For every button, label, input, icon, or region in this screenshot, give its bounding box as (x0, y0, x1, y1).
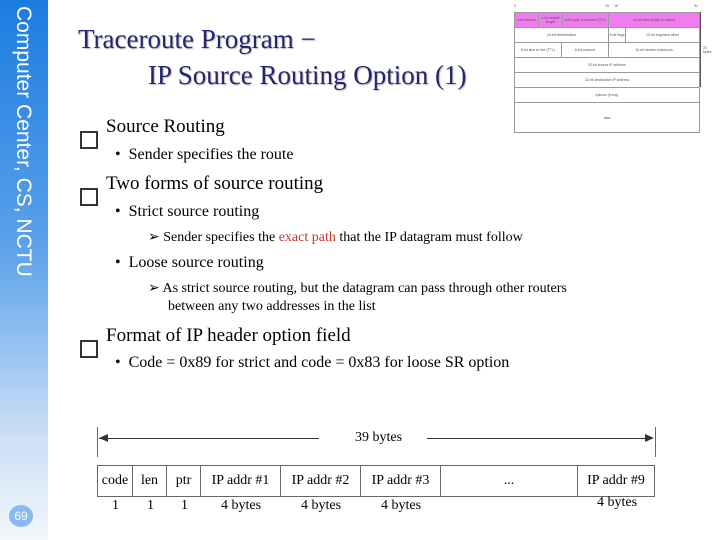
field: options (if any) (595, 93, 619, 97)
field: 8-bit protocol (562, 43, 609, 57)
highlight-text: exact path (278, 230, 336, 245)
text: Sender specifies the (163, 230, 279, 245)
field: 4-bit header length (539, 13, 563, 27)
field: 32-bit source IP address (588, 63, 626, 67)
field: 4-bit version (515, 13, 539, 27)
arrow-left (99, 438, 319, 439)
total-size: 39 bytes (355, 430, 403, 445)
cell-code: code (98, 466, 133, 496)
sub-bullet: • Code = 0x89 for strict and code = 0x83 for loose SR option (115, 354, 510, 371)
slide-title-line2: IP Source Routing Option (1) (148, 60, 467, 90)
sub-sub-bullet: ➢ As strict source routing, but the datagram can pass through other routers (148, 281, 567, 296)
sub-sub-bullet-cont: between any two addresses in the list (168, 299, 376, 314)
size: 1 (112, 498, 119, 513)
field: 16-bit total length (in bytes) (632, 18, 676, 22)
cell-ip9: IP addr #9 (587, 473, 645, 488)
bit-label: 0 (514, 4, 516, 8)
slide-title-line1: Traceroute Program − (78, 24, 316, 54)
cell-ip3: IP addr #3 (361, 466, 441, 496)
field: data (603, 115, 611, 120)
sub-bullet: • Loose source routing (115, 254, 264, 271)
cell-ip1: IP addr #1 (201, 466, 281, 496)
sub-bullet: • Sender specifies the route (115, 146, 294, 163)
bullet-two-forms: q Two forms of source routing (80, 173, 323, 206)
field: 8-bit type of service (TOS) (563, 13, 609, 27)
field: 13-bit fragment offset (645, 33, 679, 37)
text: As strict source routing, but the datagram can pass through other routers (162, 281, 567, 296)
sidebar (0, 0, 48, 540)
sub-bullet: • Strict source routing (115, 203, 260, 220)
sidebar-label: Computer Center, CS, NCTU (12, 6, 35, 277)
bullet-source-routing: q Source Routing (80, 116, 225, 149)
text: Code = 0x89 for strict and code = 0x83 for loose SR option (128, 354, 510, 371)
arrow-right (427, 438, 647, 439)
text: Loose source routing (128, 254, 264, 271)
bit-label: 31 (694, 4, 698, 8)
size: 1 (147, 498, 154, 513)
ip-header-diagram (514, 4, 714, 134)
sub-sub-bullet: ➢ Sender specifies the exact path that the IP datagram must follow (148, 230, 523, 245)
field: 3-bit flags (609, 28, 626, 42)
bit-label: 15 (605, 4, 609, 8)
cell-ip2: IP addr #2 (281, 466, 361, 496)
cell-ptr: ptr (167, 466, 201, 496)
size: 4 bytes (221, 498, 262, 513)
field: 8-bit time to live (TTL) (515, 43, 562, 57)
text: that the IP datagram must follow (335, 230, 523, 245)
size: 1 (181, 498, 188, 513)
field: 32-bit destination IP address (584, 78, 630, 82)
text: Strict source routing (128, 203, 260, 220)
size: 4 bytes (301, 498, 342, 513)
bullet-format: q Format of IP header option field (80, 325, 351, 358)
header-size-label: 20 bytes (703, 46, 712, 54)
field: 16-bit header checksum (635, 48, 673, 52)
option-format-diagram (97, 425, 662, 515)
text: Sender specifies the route (128, 146, 294, 163)
bit-label: 16 (614, 4, 618, 8)
cell-ellipsis: ... (441, 466, 578, 496)
size: 4 bytes (381, 498, 422, 513)
size: 4 bytes (597, 495, 638, 510)
cell-len: len (133, 466, 167, 496)
page-number: 69 (9, 505, 33, 527)
field: 16-bit identification (515, 28, 609, 42)
